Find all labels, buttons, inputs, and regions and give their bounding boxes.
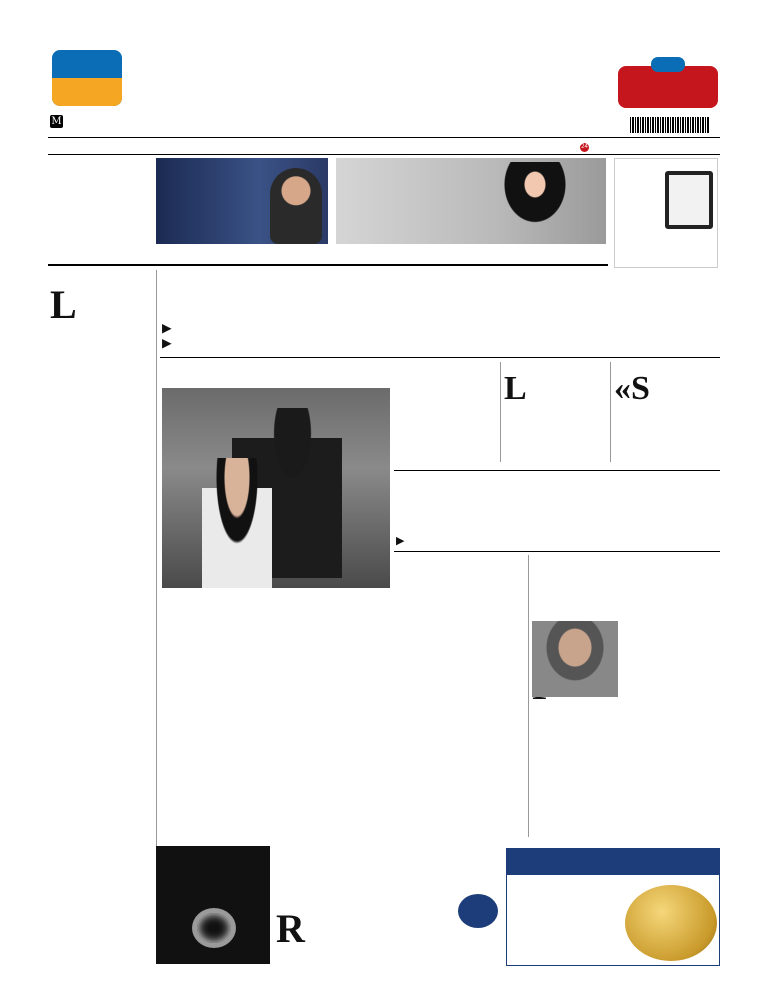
horoscope-box[interactable] [388, 902, 500, 910]
branko-badge [458, 894, 498, 928]
mafia-author [624, 585, 720, 621]
m-icon: M [51, 116, 62, 127]
main-sub1-row [162, 321, 722, 336]
barcode [630, 117, 710, 133]
coin-icon [625, 885, 717, 961]
logo-3570[interactable] [52, 50, 122, 106]
photo-hostage [202, 458, 272, 588]
it-taxi-ad[interactable] [618, 66, 718, 108]
ad-bolaffi[interactable] [506, 848, 720, 966]
benigni-face [270, 168, 322, 244]
controlli-dropcap: «S [614, 370, 650, 407]
teaser-jackson[interactable] [50, 162, 152, 256]
triangle-icon: ▶ [396, 535, 405, 547]
web-line[interactable] [580, 143, 589, 152]
intervento-box[interactable] [504, 364, 604, 407]
controlli-box[interactable] [614, 364, 720, 407]
price-box [50, 111, 150, 130]
intervento-dropcap: L [504, 370, 527, 407]
renzi-sub-row [396, 534, 722, 547]
badge-line1 [458, 894, 498, 901]
triangle-icon: ▶ [162, 321, 172, 335]
negozio-brand [615, 159, 717, 163]
sydney-photo [162, 388, 390, 588]
left-column [50, 270, 152, 327]
teaser-negozio[interactable] [614, 158, 718, 268]
main-sub2-row [162, 336, 722, 351]
ad-iacopini-full[interactable] [156, 846, 270, 964]
triangle-icon: ▶ [162, 336, 172, 350]
mafia-photo [532, 621, 618, 697]
arrow-icon: 24 [581, 144, 588, 150]
kerry-body-col [276, 906, 378, 951]
taxi-badge [651, 57, 685, 72]
calcio-player [490, 162, 590, 252]
mafia-box[interactable] [532, 575, 720, 705]
left-dropcap: L [50, 282, 77, 327]
ring-icon [192, 908, 236, 948]
tablet-icon [665, 171, 713, 229]
kerry-dropcap: R [276, 906, 305, 951]
